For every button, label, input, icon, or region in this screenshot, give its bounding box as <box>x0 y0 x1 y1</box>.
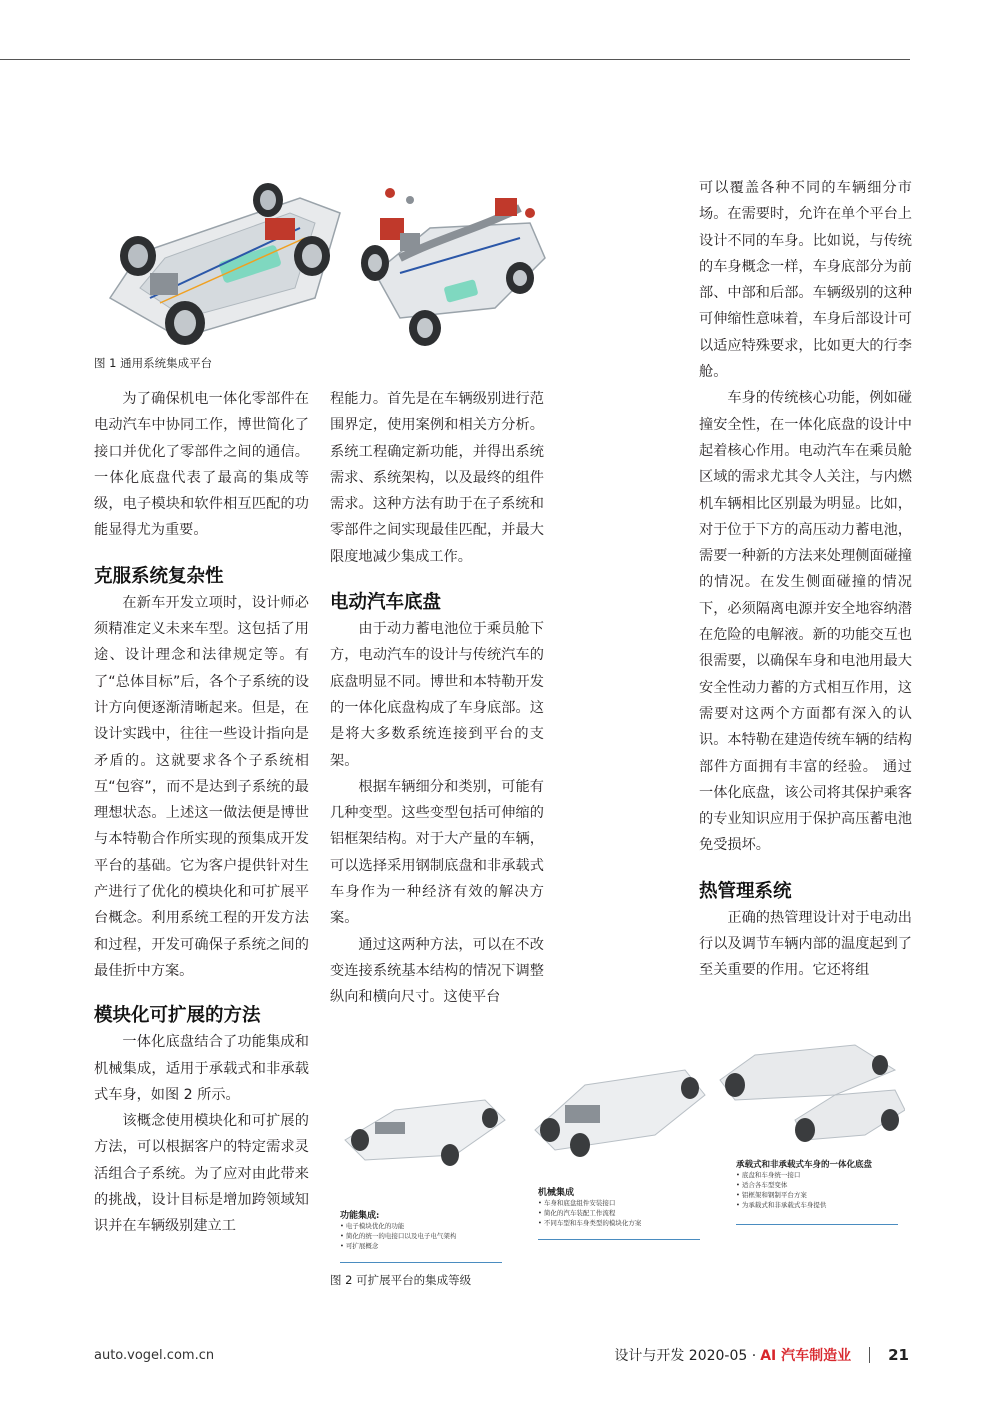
paragraph: 通过这两种方法，可以在不改变连接系统基本结构的情况下调整纵向和横向尺寸。这使平台 <box>330 936 544 1006</box>
paragraph: 根据车辆细分和类别，可能有几种变型。这些变型包括可伸缩的铝框架结构。对于大产量的车辆，可以选择采用钢制底盘和非承载式车身作为一种经济有效的解决方案。 <box>330 778 544 927</box>
text-column-3 <box>699 175 912 984</box>
paragraph: 车身的传统核心功能，例如碰撞安全性，在一体化底盘的设计中起着核心作用。电动汽车在乘员舱区域的需求尤其令人关注，与内燃机车辆相比区别最为明显。比如，对于位于下方的高压动力蓄电池，需要一种新的方法来处理侧面碰撞的情况。在发生侧面碰撞的情况下，必须隔离电源并安全地容纳潜在危险的电解液。新的功能交互也很需要，以确保车身和电池用最大安全性动力蓄的方式相互作用，这需要对这两个方面都有深入的认识。本特勒在建造传统车辆的结构部件方面拥有丰富的经验。 通过一体化底盘，该公司将其保护乘客的专业知识应用于保护高压蓄电池免受损坏。 <box>699 390 912 854</box>
section-heading: 热管理系统 <box>699 880 792 902</box>
footer-journal <box>614 1345 909 1365</box>
panel-divider <box>340 1262 502 1263</box>
platform-integrated-illustration <box>720 1045 905 1142</box>
paragraph: 该概念使用模块化和可扩展的方法，可以根据客户的特定需求灵活组合子系统。为了应对由此带来的挑战，设计目标是增加跨领域知识并在车辆级别建立工 <box>94 1113 309 1235</box>
paragraph: 为了确保机电一体化零部件在电动汽车中协同工作，博世简化了接口并优化了零部件之间的通信。一体化底盘代表了最高的集成等级，电子模块和软件相互匹配的功能显得尤为重要。 <box>94 391 309 539</box>
panel-item: • 电子模块优化的功能 <box>340 1222 405 1230</box>
panel-item: • 可扩展概念 <box>340 1242 379 1250</box>
panel-integrated-chassis <box>736 1158 904 1210</box>
footer-divider <box>869 1347 870 1363</box>
panel-item: • 适合各车型变体 <box>736 1181 788 1189</box>
section-heading: 克服系统复杂性 <box>94 565 224 587</box>
paragraph: 程能力。首先是在车辆级别进行范围界定，使用案例和相关方分析。系统工程确定新功能，并得出系统需求、系统架构，以及最终的组件需求。这种方法有助于在子系统和零部件之间实现最佳匹配，并最大限度地减少集成工作。 <box>330 391 544 565</box>
panel-function-integration <box>340 1208 505 1251</box>
platform-mechanical-illustration <box>535 1070 705 1157</box>
panel-divider <box>736 1224 898 1225</box>
figure-1-image <box>100 178 550 348</box>
panel-item: • 为承载式和非承载式车身提供 <box>736 1201 827 1209</box>
panel-mechanical-integration <box>538 1185 703 1228</box>
panel-item: • 铝框架和钢制平台方案 <box>736 1191 807 1199</box>
figure-1-caption: 图 1 通用系统集成平台 <box>94 356 213 370</box>
panel-item: • 简化的汽车装配工作流程 <box>538 1209 616 1217</box>
section-heading: 电动汽车底盘 <box>330 592 442 614</box>
text-column-2 <box>330 386 544 1011</box>
header-rule <box>0 59 910 60</box>
panel-title: 功能集成: <box>340 1211 380 1221</box>
panel-item: • 不同车型和车身类型的模块化方案 <box>538 1219 642 1227</box>
chassis-right-illustration <box>361 188 545 346</box>
figure-2-caption: 图 2 可扩展平台的集成等级 <box>330 1273 472 1287</box>
panel-title: 承载式和非承载式车身的一体化底盘 <box>736 1160 873 1170</box>
panel-title: 机械集成 <box>538 1188 575 1198</box>
platform-function-illustration <box>345 1100 505 1166</box>
panel-item: • 车身和底盘组件安装接口 <box>538 1199 616 1207</box>
panel-item: • 底盘和车身统一接口 <box>736 1171 801 1179</box>
panel-item: • 简化的统一的电接口以及电子电气架构 <box>340 1232 457 1240</box>
page-number: 21 <box>888 1346 909 1364</box>
section-heading: 模块化可扩展的方法 <box>94 1005 261 1027</box>
paragraph: 一体化底盘结合了功能集成和机械集成，适用于承载式和非承载式车身，如图 2 所示。 <box>94 1034 309 1103</box>
paragraph: 正确的热管理设计对于电动出行以及调节车辆内部的温度起到了至关重要的作用。它还将组 <box>699 909 912 979</box>
panel-divider <box>538 1239 700 1240</box>
paragraph: 由于动力蓄电池位于乘员舱下方，电动汽车的设计与传统汽车的底盘明显不同。博世和本特勒开发的一体化底盘构成了车身底部。这是将大多数系统连接到平台的支架。 <box>330 621 544 769</box>
paragraph: 在新车开发立项时，设计师必须精准定义未来车型。这包括了用途、设计理念和法律规定等。有了“总体目标”后，各个子系统的设计方向便逐渐清晰起来。但是，在设计实践中，往往一些设计指向是矛盾的。这就要求各个子系统相互“包容”，而不是达到子系统的最理想状态。上述这一做法便是博世与本特勒合作所实现的预集成开发平台的基础。它为客户提供针对生产进行了优化的模块化和可扩展平台概念。利用系统工程的开发方法和过程，开发可确保子系统之间的最佳折中方案。 <box>94 594 309 979</box>
text-column-1 <box>94 386 309 1240</box>
brand-logo: AI 汽车制造业 <box>760 1348 852 1364</box>
paragraph: 可以覆盖各种不同的车辆细分市场。在需要时，允许在单个平台上设计不同的车身。比如说，与传统的车身概念一样，车身底部分为前部、中部和后部。车辆级别的这种可伸缩性意味着，车身后部设计可以适应特殊要求，比如更大的行李舱。 <box>699 180 912 381</box>
chassis-left-illustration <box>110 183 340 345</box>
journal-name: 设计与开发 2020-05 · <box>614 1348 757 1364</box>
footer-website: auto.vogel.com.cn <box>94 1348 215 1363</box>
